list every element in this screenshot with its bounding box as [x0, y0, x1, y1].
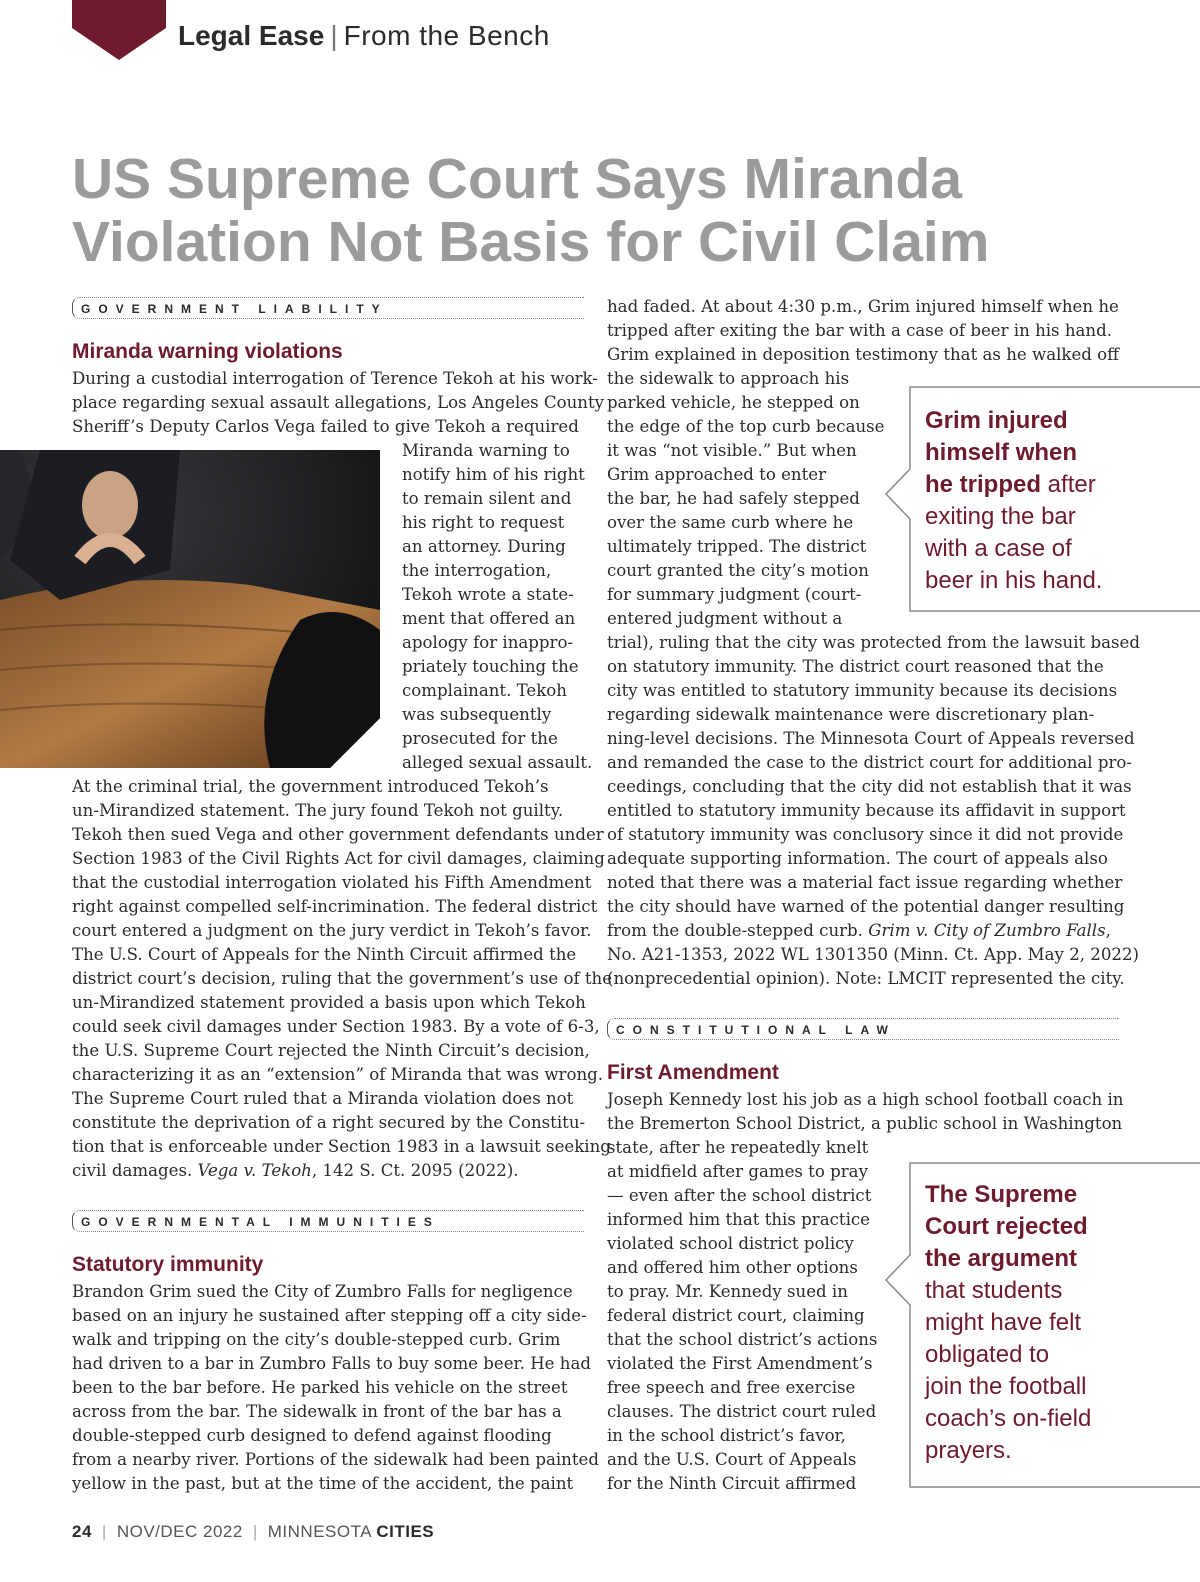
text-line: double-stepped curb designed to defend against flooding: [72, 1426, 552, 1445]
article-grim-wrap: [607, 367, 884, 631]
text-line: for summary judgment (court-: [607, 585, 862, 604]
citation-line: No. A21-1353, 2022 WL 1301350 (Minn. Ct. App. May 2, 2022): [607, 945, 1140, 964]
magazine-name-prefix: MINNESOTA: [267, 1522, 377, 1541]
pullquote-line: [925, 437, 1102, 469]
article-miranda-wrap: [402, 439, 592, 775]
text-line: in the school district’s favor,: [607, 1426, 846, 1445]
text-line: constitute the deprivation of a right secured by the Constitu-: [72, 1113, 586, 1132]
text-line: had driven to a bar in Zumbro Falls to buy some beer. He had: [72, 1354, 591, 1373]
text-line: ceedings, concluding that the city did not establish that it was: [607, 777, 1132, 796]
pullquote-rest: after: [1041, 471, 1096, 498]
text-line: ning-level decisions. The Minnesota Court of Appeals reversed: [607, 729, 1135, 748]
section-label-constitutional-law: CONSTITUTIONAL LAW: [607, 1018, 1119, 1040]
pullquote-strong: he tripped: [925, 471, 1042, 498]
text-line: court granted the city’s motion: [607, 561, 869, 580]
pullquote-line: prayers.: [925, 1437, 1012, 1464]
text-line: Tekoh then sued Vega and other government defendants under: [72, 825, 604, 844]
text-line: Grim approached to enter: [607, 465, 827, 484]
citation-rest: , 142 S. Ct. 2095 (2022).: [311, 1161, 519, 1180]
text-line: noted that there was a material fact issue regarding whether: [607, 873, 1123, 892]
text-line: free speech and free exercise: [607, 1378, 856, 1397]
pullquote-line: [925, 469, 1102, 501]
text-line: adequate supporting information. The court of appeals also: [607, 849, 1108, 868]
pullquote-strong: the argument: [925, 1245, 1078, 1272]
text-line: over the same curb where he: [607, 513, 854, 532]
interrogation-photo: [0, 450, 380, 768]
text-line: the bar, he had safely stepped: [607, 489, 860, 508]
text-line: priately touching the: [402, 657, 579, 676]
text-line: the sidewalk to approach his: [607, 369, 850, 388]
text-line: to remain silent and: [402, 489, 572, 508]
citation-prefix: from the double-stepped curb.: [607, 921, 869, 940]
text-line: had faded. At about 4:30 p.m., Grim injured himself when he: [607, 297, 1119, 316]
pullquote-line: that students: [925, 1277, 1063, 1304]
title-line: US Supreme Court Says Miranda: [72, 147, 963, 211]
text-line: the U.S. Supreme Court rejected the Ninth Circuit’s decision,: [72, 1041, 590, 1060]
pullquote-line: exiting the bar: [925, 503, 1076, 530]
text-line: Section 1983 of the Civil Rights Act for civil damages, claiming: [72, 849, 605, 868]
text-line: trial), ruling that the city was protected from the lawsuit based: [607, 633, 1140, 652]
text-line: an attorney. During: [402, 537, 566, 556]
text-line: state, after he repeatedly knelt: [607, 1138, 869, 1157]
text-line: right against compelled self-incrimination. The federal district: [72, 897, 598, 916]
text-line: violated the First Amendment’s: [607, 1354, 873, 1373]
article-miranda-body: [72, 775, 612, 1159]
text-line: characterizing it as an “extension” of Miranda that was wrong.: [72, 1065, 604, 1084]
text-line: at midfield after games to pray: [607, 1162, 868, 1181]
header-separator: |: [330, 20, 338, 51]
text-line: was subsequently: [402, 705, 552, 724]
header-tab-shape: [72, 0, 166, 60]
text-line: the Bremerton School District, a public school in Washington: [607, 1114, 1123, 1133]
text-line: across from the bar. The sidewalk in front of the bar has a: [72, 1402, 562, 1421]
heading-statutory-immunity: Statutory immunity: [72, 1253, 264, 1276]
pullquote-supreme-court: [925, 1179, 1091, 1467]
citation-rest: ,: [1105, 921, 1111, 940]
page-title: [72, 148, 1152, 274]
text-line: been to the bar before. He parked his vehicle on the street: [72, 1378, 568, 1397]
citation-line: (nonprecedential opinion). Note: LMCIT represented the city.: [607, 969, 1125, 988]
section-label-governmental-immunities: GOVERNMENTAL IMMUNITIES: [72, 1210, 584, 1232]
text-line: informed him that this practice: [607, 1210, 870, 1229]
article-grim-continued: [607, 295, 1119, 367]
article-grim-body: [607, 631, 1140, 919]
text-line: Sheriff’s Deputy Carlos Vega failed to give Tekoh a required: [72, 417, 579, 436]
text-line: the interrogation,: [402, 561, 552, 580]
text-line: Joseph Kennedy lost his job as a high school football coach in: [607, 1090, 1124, 1109]
pullquote-line: coach’s on-field: [925, 1405, 1092, 1432]
text-line: the edge of the top curb because: [607, 417, 885, 436]
citation-vega-v-tekoh: [72, 1159, 519, 1183]
text-line: district court’s decision, ruling that the government’s use of the: [72, 969, 613, 988]
text-line: to pray. Mr. Kennedy sued in: [607, 1282, 848, 1301]
article-statutory-immunity: [72, 1280, 599, 1496]
text-line: ment that offered an: [402, 609, 576, 628]
text-line: place regarding sexual assault allegations, Los Angeles County: [72, 393, 605, 412]
heading-first-amendment: First Amendment: [607, 1061, 779, 1084]
pullquote-line: [925, 405, 1102, 437]
text-line: alleged sexual assault.: [402, 753, 593, 772]
text-line: from a nearby river. Portions of the sidewalk had been painted: [72, 1450, 599, 1469]
text-line: prosecuted for the: [402, 729, 558, 748]
pullquote-line: [925, 1179, 1091, 1211]
text-line: Brandon Grim sued the City of Zumbro Falls for negligence: [72, 1282, 573, 1301]
text-line: During a custodial interrogation of Terence Tekoh at his work-: [72, 369, 598, 388]
text-line: for the Ninth Circuit affirmed: [607, 1474, 857, 1493]
text-line: yellow in the past, but at the time of the accident, the paint: [72, 1474, 574, 1493]
text-line: could seek civil damages under Section 1983. By a vote of 6-3,: [72, 1017, 600, 1036]
pullquote-line: might have felt: [925, 1309, 1082, 1336]
text-line: ultimately tripped. The district: [607, 537, 867, 556]
text-line: un-Mirandized statement provided a basis upon which Tekoh: [72, 993, 586, 1012]
text-line: walk and tripping on the city’s double-stepped curb. Grim: [72, 1330, 561, 1349]
citation-grim-v-zumbro-falls: [607, 919, 1139, 991]
text-line: court entered a judgment on the jury verdict in Tekoh’s favor.: [72, 921, 592, 940]
text-line: notify him of his right: [402, 465, 585, 484]
pullquote-line: beer in his hand.: [925, 567, 1103, 594]
article-first-amendment-intro: [607, 1088, 1123, 1136]
heading-miranda-warning-violations: Miranda warning violations: [72, 340, 343, 363]
article-miranda-intro: [72, 367, 604, 439]
pullquote-strong: himself when: [925, 439, 1078, 466]
pullquote-line: [925, 1211, 1091, 1243]
text-line: The Supreme Court ruled that a Miranda violation does not: [72, 1089, 574, 1108]
citation-case: Vega v. Tekoh: [197, 1161, 312, 1180]
pullquote-grim: [925, 405, 1102, 597]
header: [178, 20, 550, 52]
text-line: complainant. Tekoh: [402, 681, 567, 700]
text-line: entered judgment without a: [607, 609, 843, 628]
citation-case: Grim v. City of Zumbro Falls: [868, 921, 1106, 940]
pullquote-strong: Court rejected: [925, 1213, 1088, 1240]
pullquote-line: with a case of: [925, 535, 1072, 562]
text-line: At the criminal trial, the government introduced Tekoh’s: [72, 777, 549, 796]
article-first-amendment-wrap: [607, 1136, 877, 1496]
text-line: and offered him other options: [607, 1258, 858, 1277]
issue-date: NOV/DEC 2022: [116, 1522, 243, 1541]
page-number: 24: [72, 1522, 92, 1541]
text-line: of statutory immunity was conclusory since it did not provide: [607, 825, 1124, 844]
pullquote-strong: The Supreme: [925, 1181, 1078, 1208]
text-line: tripped after exiting the bar with a case of beer in his hand.: [607, 321, 1113, 340]
section-label-government-liability: GOVERNMENT LIABILITY: [72, 297, 584, 319]
text-line: un-Mirandized statement. The jury found Tekoh not guilty.: [72, 801, 564, 820]
text-line: city was entitled to statutory immunity because its decisions: [607, 681, 1118, 700]
text-line: Grim explained in deposition testimony that as he walked off: [607, 345, 1119, 364]
pullquote-line: join the football: [925, 1373, 1087, 1400]
text-line: based on an injury he sustained after stepping off a city side-: [72, 1306, 587, 1325]
text-line: apology for inappro-: [402, 633, 574, 652]
text-line: that the school district’s actions: [607, 1330, 878, 1349]
text-line: clauses. The district court ruled: [607, 1402, 877, 1421]
text-line: tion that is enforceable under Section 1983 in a lawsuit seeking: [72, 1137, 611, 1156]
pullquote-line: [925, 1243, 1091, 1275]
page-footer: 24 | NOV/DEC 2022 | MINNESOTA CITIES: [72, 1522, 435, 1541]
text-line: and remanded the case to the district court for additional pro-: [607, 753, 1133, 772]
text-line: federal district court, claiming: [607, 1306, 865, 1325]
text-line: his right to request: [402, 513, 565, 532]
header-subsection: From the Bench: [343, 20, 550, 51]
pullquote-strong: Grim injured: [925, 407, 1068, 434]
text-line: violated school district policy: [607, 1234, 854, 1253]
text-line: it was “not visible.” But when: [607, 441, 857, 460]
citation-prefix: civil damages.: [72, 1161, 198, 1180]
text-line: parked vehicle, he stepped on: [607, 393, 860, 412]
header-section: Legal Ease: [178, 20, 325, 51]
text-line: the city should have warned of the potential danger resulting: [607, 897, 1125, 916]
text-line: Tekoh wrote a state-: [402, 585, 574, 604]
text-line: regarding sidewalk maintenance were discretionary plan-: [607, 705, 1095, 724]
text-line: that the custodial interrogation violated his Fifth Amendment: [72, 873, 592, 892]
magazine-name-bold: CITIES: [376, 1522, 435, 1541]
text-line: entitled to statutory immunity because its affidavit in support: [607, 801, 1126, 820]
text-line: and the U.S. Court of Appeals: [607, 1450, 857, 1469]
text-line: The U.S. Court of Appeals for the Ninth Circuit affirmed the: [72, 945, 577, 964]
text-line: — even after the school district: [607, 1186, 872, 1205]
text-line: Miranda warning to: [402, 441, 570, 460]
text-line: on statutory immunity. The district court reasoned that the: [607, 657, 1104, 676]
title-line: Violation Not Basis for Civil Claim: [72, 210, 990, 274]
pullquote-line: obligated to: [925, 1341, 1050, 1368]
